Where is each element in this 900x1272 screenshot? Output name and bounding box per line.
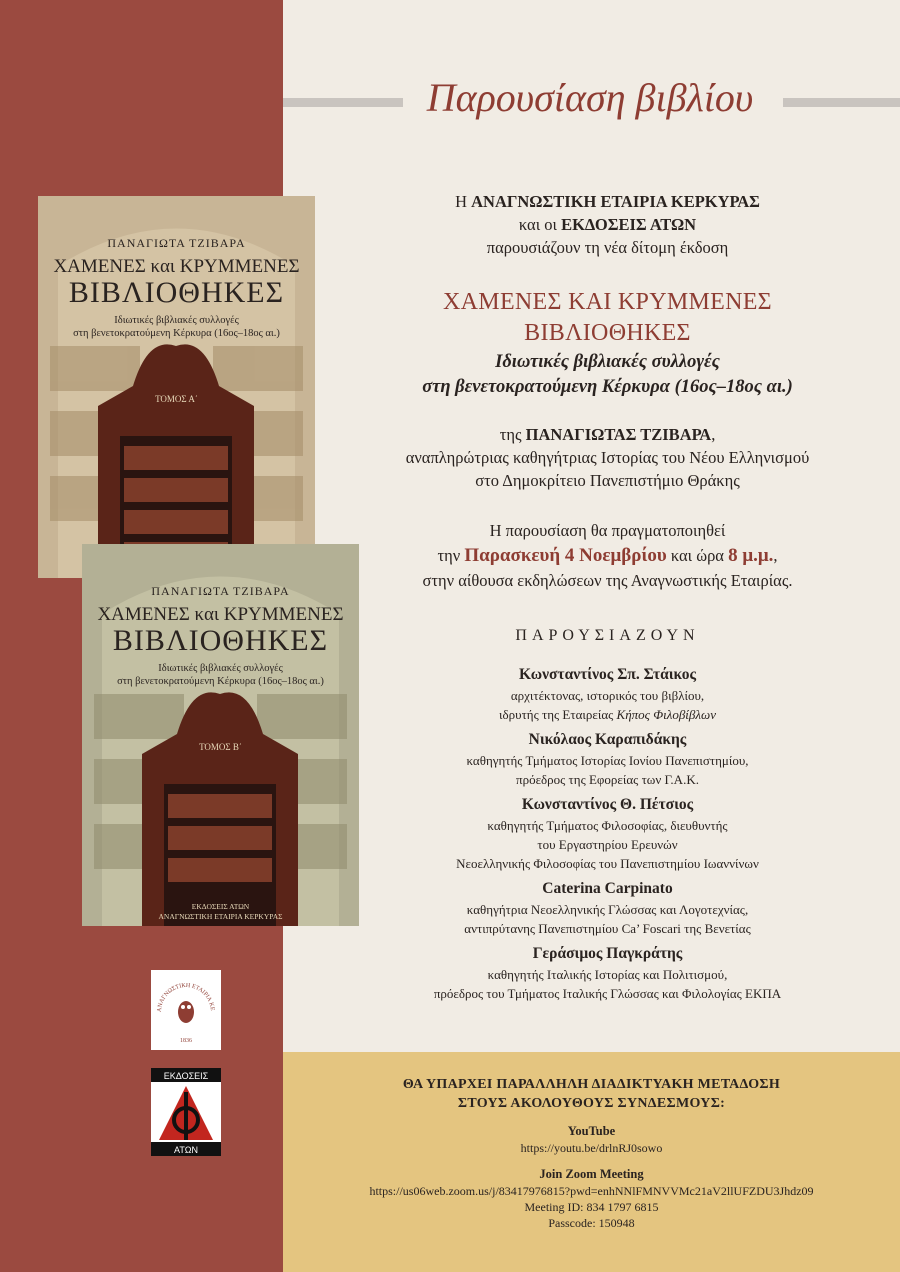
cover-2-subtitle-line1: Ιδιωτικές βιβλιακές συλλογές — [158, 663, 283, 674]
event-line-2 — [320, 543, 895, 568]
presenter-role-line-1: καθηγητής Τμήματος Ιστορίας Ιονίου Πανεπιστημίου, — [466, 753, 749, 768]
event-line-2-suffix: , — [773, 546, 778, 565]
presenter-role-text: ιδρυτής της Εταιρείας — [499, 707, 617, 722]
book-title-line-1: ΧΑΜΕΝΕΣ ΚΑΙ ΚΡΥΜΜΕΝΕΣ — [443, 289, 772, 315]
presenter-role-line-1: αρχιτέκτονας, ιστορικός του βιβλίου, — [510, 688, 705, 703]
reading-society-logo — [151, 970, 221, 1050]
cover-1-subtitle — [38, 314, 315, 340]
presenter-item — [320, 794, 895, 873]
cover-2-title-line1: ΧΑΜΕΝΕΣ και ΚΡΥΜΜΕΝΕΣ — [97, 604, 344, 625]
event-line-1: Η παρουσίαση θα πραγματοποιηθεί — [489, 521, 726, 540]
presenter-role-line-2: του Εργαστηρίου Ερευνών — [537, 837, 678, 852]
cover-1-title-line2: ΒΙΒΛΙΟΘΗΚΕΣ — [68, 276, 285, 309]
presenters-heading: ΠΑΡΟΥΣΙΑΖΟΥΝ — [515, 627, 700, 644]
logo-publisher-top: ΕΚΔΟΣΕΙΣ — [163, 1071, 209, 1081]
presenter-item — [320, 878, 895, 938]
book-subtitle-line-2: στη βενετοκρατούμενη Κέρκυρα (16ος–18ος αι.) — [422, 377, 793, 397]
cover-2-title-line2: ΒΙΒΛΙΟΘΗΚΕΣ — [112, 624, 329, 657]
presenter-item — [320, 729, 895, 789]
cover-2-illustration — [82, 544, 359, 926]
cover-2-volume: ΤΟΜΟΣ Β΄ — [199, 742, 242, 752]
cover-2-author: ΠΑΝΑΓΙΩΤΑ ΤΖΙΒΑΡΑ — [151, 584, 290, 598]
intro-line-1 — [320, 190, 895, 213]
book-cover-volume-2 — [82, 544, 359, 926]
author-suffix: , — [711, 425, 716, 444]
author-line-3: στο Δημοκρίτειο Πανεπιστήμιο Θράκης — [475, 471, 740, 490]
book-title — [320, 287, 895, 349]
aton-emblem-icon — [151, 1068, 221, 1156]
cover-2-subtitle-line2: στη βενετοκρατούμενη Κέρκυρα (16ος–18ος αι.) — [117, 676, 324, 687]
presenter-role-line-3: Νεοελληνικής Φιλοσοφίας του Πανεπιστημίου Ιωαννίνων — [456, 856, 759, 871]
presenter-name: Caterina Carpinato — [542, 880, 673, 897]
presenter-role-line-1: καθηγητής Τμήματος Φιλοσοφίας, διευθυντής — [487, 818, 728, 833]
presenter-role-line-2: πρόεδρος του Τμήματος Ιταλικής Γλώσσας και Φιλολογίας ΕΚΠΑ — [433, 986, 782, 1001]
youtube-link[interactable]: https://youtu.be/drlnRJ0sowo — [520, 1141, 663, 1155]
cover-1-volume: ΤΟΜΟΣ Α΄ — [155, 394, 198, 404]
cover-1-author: ΠΑΝΑΓΙΩΤΑ ΤΖΙΒΑΡΑ — [107, 236, 246, 250]
streaming-info-panel — [283, 1052, 900, 1272]
logo-ring-text: ΑΝΑΓΝΩΣΤΙΚΗ ΕΤΑΙΡΙΑ ΚΕ — [156, 982, 216, 1013]
logo-publisher-bottom: ΑΤΩΝ — [174, 1145, 198, 1155]
logo-year: 1836 — [180, 1038, 192, 1044]
cover-2-publisher-line2: ΑΝΑΓΝΩΣΤΙΚΗ ΕΤΑΙΡΙΑ ΚΕΡΚΥΡΑΣ — [158, 912, 283, 921]
youtube-label: YouTube — [567, 1124, 616, 1138]
zoom-passcode: Passcode: 150948 — [548, 1216, 635, 1230]
presenter-role-line-2: πρόεδρος της Εφορείας των Γ.Α.Κ. — [516, 772, 699, 787]
streaming-heading-line-2: ΣΤΟΥΣ ΑΚΟΛΟΥΘΟΥΣ ΣΥΝΔΕΣΜΟΥΣ: — [457, 1096, 726, 1111]
presenter-name: Κωνσταντίνος Θ. Πέτσιος — [521, 796, 694, 813]
presenter-role-line-1: καθηγητής Ιταλικής Ιστορίας και Πολιτισμού, — [487, 967, 728, 982]
cover-2-publisher — [82, 902, 359, 922]
book-title-line-2: ΒΙΒΛΙΟΘΗΚΕΣ — [524, 320, 691, 346]
presenter-name: Κωνσταντίνος Σπ. Στάικος — [518, 666, 697, 683]
society-name: ΑΝΑΓΝΩΣΤΙΚΗ ΕΤΑΙΡΙΑ ΚΕΡΚΥΡΑΣ — [471, 192, 760, 211]
cover-1-subtitle-line1: Ιδιωτικές βιβλιακές συλλογές — [114, 315, 239, 326]
title-rule-left — [283, 98, 403, 107]
presenter-role-italic: Κήπος Φιλοβίβλων — [616, 707, 716, 722]
book-subtitle-line-1: Ιδιωτικές βιβλιακές συλλογές — [495, 352, 720, 372]
aton-publisher-logo — [151, 1068, 221, 1156]
cover-1-title-line1: ΧΑΜΕΝΕΣ και ΚΡΥΜΜΕΝΕΣ — [53, 256, 300, 277]
publisher-name: ΕΚΔΟΣΕΙΣ ΑΤΩΝ — [561, 215, 697, 234]
intro-block — [320, 190, 895, 259]
cover-2-subtitle — [82, 662, 359, 688]
cover-2-publisher-line1: ΕΚΔΟΣΕΙΣ ΑΤΩΝ — [191, 902, 250, 911]
presenters-list — [320, 664, 895, 1008]
book-cover-volume-1 — [38, 196, 315, 578]
streaming-heading — [283, 1075, 900, 1113]
author-line-1 — [320, 423, 895, 446]
intro-line-3: παρουσιάζουν τη νέα δίτομη έκδοση — [486, 238, 729, 257]
zoom-meeting-id: Meeting ID: 834 1797 6815 — [524, 1200, 659, 1214]
presenter-role-line-1: καθηγήτρια Νεοελληνικής Γλώσσας και Λογοτεχνίας, — [466, 902, 749, 917]
streaming-heading-line-1: ΘΑ ΥΠΑΡΧΕΙ ΠΑΡΑΛΛΗΛΗ ΔΙΑΔΙΚΤΥΑΚΗ ΜΕΤΑΔΟΣΗ — [402, 1077, 781, 1092]
zoom-label: Join Zoom Meeting — [539, 1167, 644, 1181]
presenter-item — [320, 943, 895, 1003]
intro-line-1-prefix: Η — [455, 192, 472, 211]
title-rule-right — [783, 98, 900, 107]
event-line-3: στην αίθουσα εκδηλώσεων της Αναγνωστικής Εταιρίας. — [422, 571, 793, 590]
intro-line-2-prefix: και οι — [518, 215, 562, 234]
presenter-role-line-2: αντιπρύτανης Πανεπιστημίου Ca’ Foscari της Βενετίας — [464, 921, 751, 936]
presenter-name: Νικόλαος Καραπιδάκης — [528, 731, 687, 748]
presenter-item — [320, 664, 895, 724]
author-line-2: αναπληρώτριας καθηγήτριας Ιστορίας του Νέου Ελληνισμού — [405, 448, 810, 467]
author-prefix: της — [499, 425, 526, 444]
event-time: 8 μ.μ. — [728, 545, 774, 566]
author-block — [320, 423, 895, 492]
book-subtitle — [320, 350, 895, 400]
event-block — [320, 518, 895, 593]
event-line-2-mid: και ώρα — [666, 546, 729, 565]
zoom-link[interactable]: https://us06web.zoom.us/j/83417976815?pwd=enhNNlFMNVVMc21aV2llUFZDU3Jhdz09 — [369, 1184, 814, 1198]
presenter-role-line-2 — [320, 705, 895, 724]
cover-1-subtitle-line2: στη βενετοκρατούμενη Κέρκυρα (16ος–18ος αι.) — [73, 328, 280, 339]
intro-line-2 — [320, 213, 895, 236]
presenter-name: Γεράσιμος Παγκράτης — [532, 945, 683, 962]
page-title: Παρουσίαση βιβλίου — [426, 75, 754, 120]
cover-1-illustration — [38, 196, 315, 578]
owl-seal-icon — [151, 970, 221, 1050]
author-name: ΠΑΝΑΓΙΩΤΑΣ ΤΖΙΒΑΡΑ — [525, 425, 712, 444]
event-date: Παρασκευή 4 Νοεμβρίου — [464, 545, 667, 566]
event-line-2-prefix: την — [437, 546, 465, 565]
